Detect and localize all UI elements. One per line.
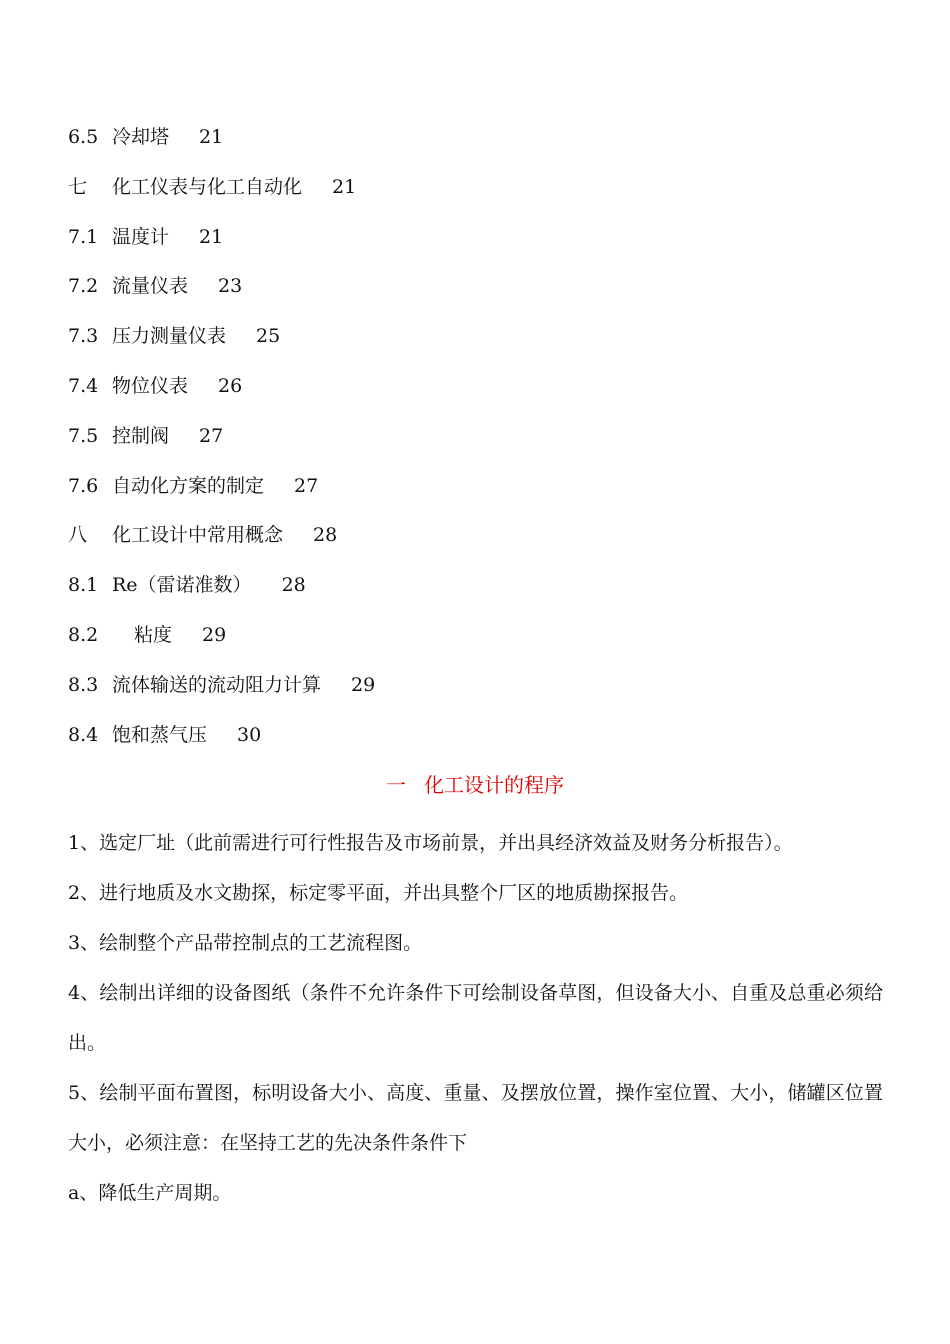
toc-title: 控制阀	[112, 424, 170, 447]
toc-entry	[68, 122, 888, 172]
toc-number: 8.4	[68, 723, 99, 746]
toc-page: 21	[199, 225, 224, 248]
section-heading	[0, 770, 950, 800]
toc-number: 七	[68, 175, 88, 198]
toc-entry	[68, 222, 888, 272]
toc-number: 7.4	[68, 374, 99, 397]
toc-number: 7.3	[68, 325, 99, 348]
toc-title: 流体输送的流动阻力计算	[112, 673, 322, 696]
paragraph: 2、进行地质及水文勘探，标定零平面，并出具整个厂区的地质勘探报告。	[68, 882, 689, 904]
toc-title: 化工仪表与化工自动化	[112, 175, 303, 198]
toc-number: 7.5	[68, 424, 99, 447]
toc-title: 温度计	[112, 225, 170, 248]
paragraph: 1、选定厂址（此前需进行可行性报告及市场前景，并出具经济效益及财务分析报告）。	[68, 832, 793, 854]
toc-entry	[68, 471, 888, 521]
toc-page: 29	[202, 623, 227, 646]
toc-title: 压力测量仪表	[112, 325, 227, 348]
toc-page: 28	[281, 574, 306, 597]
toc-title: 化工设计中常用概念	[112, 524, 284, 547]
toc-number: 8.1	[68, 574, 99, 597]
toc-page: 23	[218, 275, 243, 298]
toc-title: 粘度	[134, 623, 173, 646]
table-of-contents	[68, 122, 888, 769]
toc-entry	[68, 172, 888, 222]
toc-entry	[68, 421, 888, 471]
toc-number: 8.2	[68, 623, 99, 646]
toc-page: 25	[256, 325, 281, 348]
toc-title: 流量仪表	[112, 275, 189, 298]
section-number: 一	[386, 773, 406, 797]
toc-entry	[68, 570, 888, 620]
toc-title: 自动化方案的制定	[112, 474, 265, 497]
paragraph: 3、绘制整个产品带控制点的工艺流程图。	[68, 932, 423, 954]
toc-title: 物位仪表	[112, 374, 189, 397]
toc-page: 26	[218, 374, 243, 397]
toc-page: 29	[351, 673, 376, 696]
toc-page: 28	[313, 524, 338, 547]
toc-entry	[68, 321, 888, 371]
section-title: 化工设计的程序	[424, 773, 564, 797]
toc-number: 7.6	[68, 474, 99, 497]
toc-entry	[68, 371, 888, 421]
toc-number: 7.2	[68, 275, 99, 298]
toc-page: 30	[237, 723, 262, 746]
toc-title: 饱和蒸气压	[112, 723, 208, 746]
toc-page: 21	[199, 126, 224, 148]
toc-number: 8.3	[68, 673, 99, 696]
toc-title: Re（雷诺准数）	[112, 574, 252, 597]
toc-page: 27	[294, 474, 319, 497]
paragraph: 4、绘制出详细的设备图纸（条件不允许条件下可绘制设备草图，但设备大小、自重及总重必须给出。	[68, 982, 883, 1054]
body-text	[68, 818, 883, 1218]
toc-page: 21	[332, 175, 357, 198]
toc-number: 7.1	[68, 225, 99, 248]
toc-entry	[68, 620, 888, 670]
toc-page: 27	[199, 424, 224, 447]
toc-entry	[68, 670, 888, 720]
toc-number: 6.5	[68, 126, 99, 148]
paragraph: a、降低生产周期。	[68, 1182, 232, 1204]
paragraph: 5、绘制平面布置图，标明设备大小、高度、重量、及摆放位置，操作室位置、大小，储罐区位置大小，必须注意：在坚持工艺的先决条件条件下	[68, 1082, 883, 1154]
toc-entry	[68, 720, 888, 770]
toc-title: 冷却塔	[112, 126, 170, 148]
toc-number: 八	[68, 524, 88, 547]
toc-entry	[68, 271, 888, 321]
toc-entry	[68, 520, 888, 570]
